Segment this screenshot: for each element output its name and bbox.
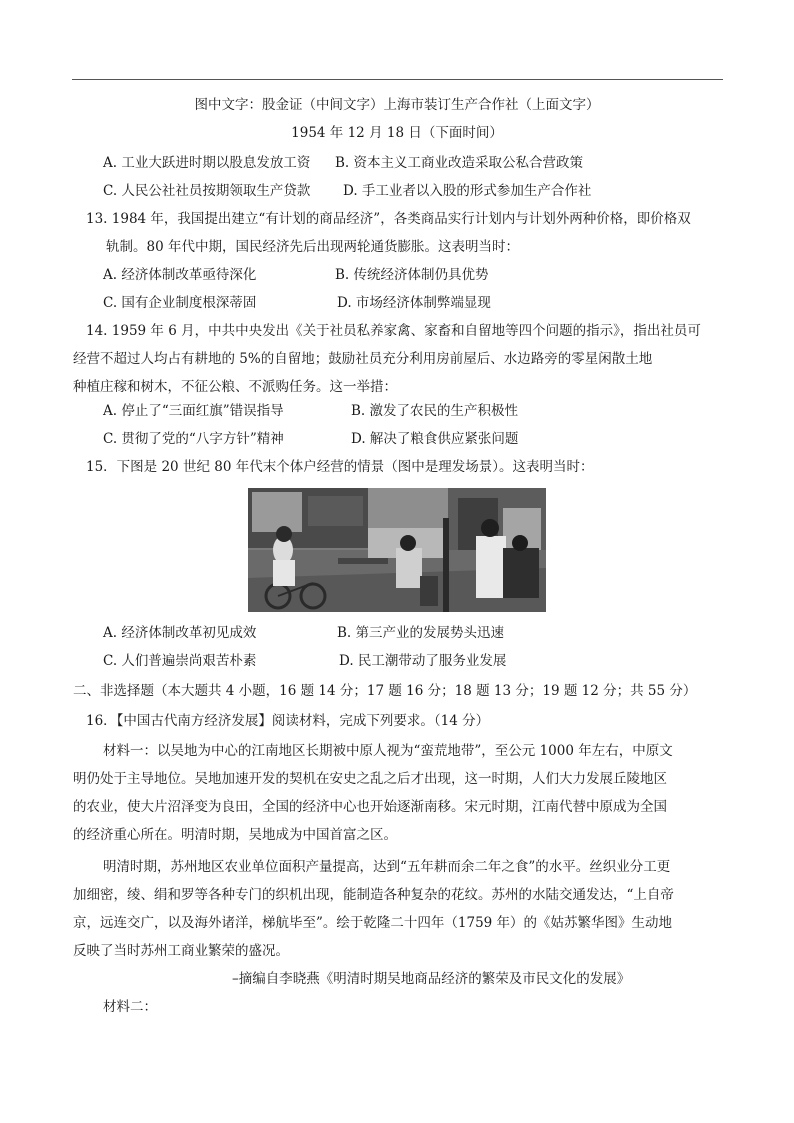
q14-option-c: C. 贯彻了党的“八字方针”精神	[103, 431, 284, 447]
q16-material-1-line-4: 的经济重心所在。明清时期，吴地成为中国首富之区。	[73, 827, 397, 843]
q16-paragraph-2-line-2: 加细密，绫、绢和罗等各种专门的织机出现，能制造各种复杂的花纹。苏州的水陆交通发达，“上自帝	[73, 887, 674, 903]
caption-line-1: 图中文字：股金证（中间文字）上海市装订生产合作社（上面文字）	[194, 97, 600, 113]
q13-option-b: B. 传统经济体制仍具优势	[335, 267, 489, 283]
q13-stem-line-2: 轨制。80 年代中期，国民经济先后出现两轮通货膨胀。这表明当时：	[106, 239, 519, 255]
q16-material-1-line-1: 材料一：以吴地为中心的江南地区长期被中原人视为“蛮荒地带”，至公元 1000 年左右，中原文	[103, 743, 673, 759]
q16-paragraph-2-line-4: 反映了当时苏州工商业繁荣的盛况。	[73, 943, 289, 959]
q16-material-1-line-3: 的农业，使大片沼泽变为良田，全国的经济中心也开始逐渐南移。宋元时期，江南代替中原成为全国	[73, 799, 667, 815]
section-2-heading: 二、非选择题（本大题共 4 小题，16 题 14 分；17 题 16 分；18 题 13 分；19 题 12 分；共 55 分）	[73, 683, 697, 699]
q14-stem-line-3: 种植庄稼和树木，不征公粮、不派购任务。这一举措：	[73, 379, 397, 395]
q16-material-1-line-2: 明仍处于主导地位。吴地加速开发的契机在安史之乱之后才出现，这一时期，人们大力发展丘陵地区	[73, 771, 667, 787]
q13-option-a: A. 经济体制改革亟待深化	[103, 267, 257, 283]
q12-option-c: C. 人民公社社员按期领取生产贷款	[103, 183, 311, 199]
header-rule	[72, 79, 723, 80]
q14-option-d: D. 解决了粮食供应紧张问题	[351, 431, 519, 447]
q13-option-d: D. 市场经济体制弊端显现	[337, 295, 491, 311]
q16-paragraph-2-line-3: 京，远连交广，以及海外诸洋，梯航毕至”。绘于乾隆二十四年（1759 年）的《姑苏繁华图》生动地	[73, 915, 673, 931]
q15-option-b: B. 第三产业的发展势头迅速	[337, 625, 505, 641]
q16-title: 16．【中国古代南方经济发展】阅读材料，完成下列要求。（14 分）	[86, 713, 490, 729]
q12-option-b: B. 资本主义工商业改造采取公私合营政策	[335, 155, 584, 171]
q16-source: –摘编自李晓燕《明清时期吴地商品经济的繁荣及市民文化的发展》	[232, 971, 631, 987]
q15-option-a: A. 经济体制改革初见成效	[103, 625, 257, 641]
q14-stem-line-1: 14. 1959 年 6 月，中共中央发出《关于社员私养家禽、家畜和自留地等四个问题的指示》，指出社员可	[86, 323, 701, 339]
q14-option-a: A. 停止了“三面红旗”错误指导	[103, 403, 284, 419]
q14-stem-line-2: 经营不超过人均占有耕地的 5%的自留地；鼓励社员充分利用房前屋后、水边路旁的零星闲散土地	[73, 351, 653, 367]
barbershop-photo	[248, 488, 546, 612]
q16-material-2-label: 材料二：	[103, 999, 157, 1015]
q16-paragraph-2-line-1: 明清时期，苏州地区农业单位面积产量提高，达到“五年耕而余二年之食”的水平。丝织业分工更	[103, 859, 671, 875]
q12-option-a: A. 工业大跃进时期以股息发放工资	[103, 155, 311, 171]
q14-option-b: B. 激发了农民的生产积极性	[351, 403, 519, 419]
q15-stem: 15．下图是 20 世纪 80 年代末个体户经营的情景（图中是理发场景）。这表明当时：	[86, 459, 594, 475]
q15-option-c: C. 人们普遍崇尚艰苦朴素	[103, 653, 257, 669]
q13-option-c: C. 国有企业制度根深蒂固	[103, 295, 257, 311]
caption-line-2: 1954 年 12 月 18 日（下面时间）	[291, 125, 503, 141]
q12-option-d: D. 手工业者以入股的形式参加生产合作社	[343, 183, 592, 199]
q13-stem-line-1: 13. 1984 年，我国提出建立“有计划的商品经济”，各类商品实行计划内与计划外两种价格，即价格双	[86, 211, 691, 227]
q15-option-d: D. 民工潮带动了服务业发展	[339, 653, 507, 669]
